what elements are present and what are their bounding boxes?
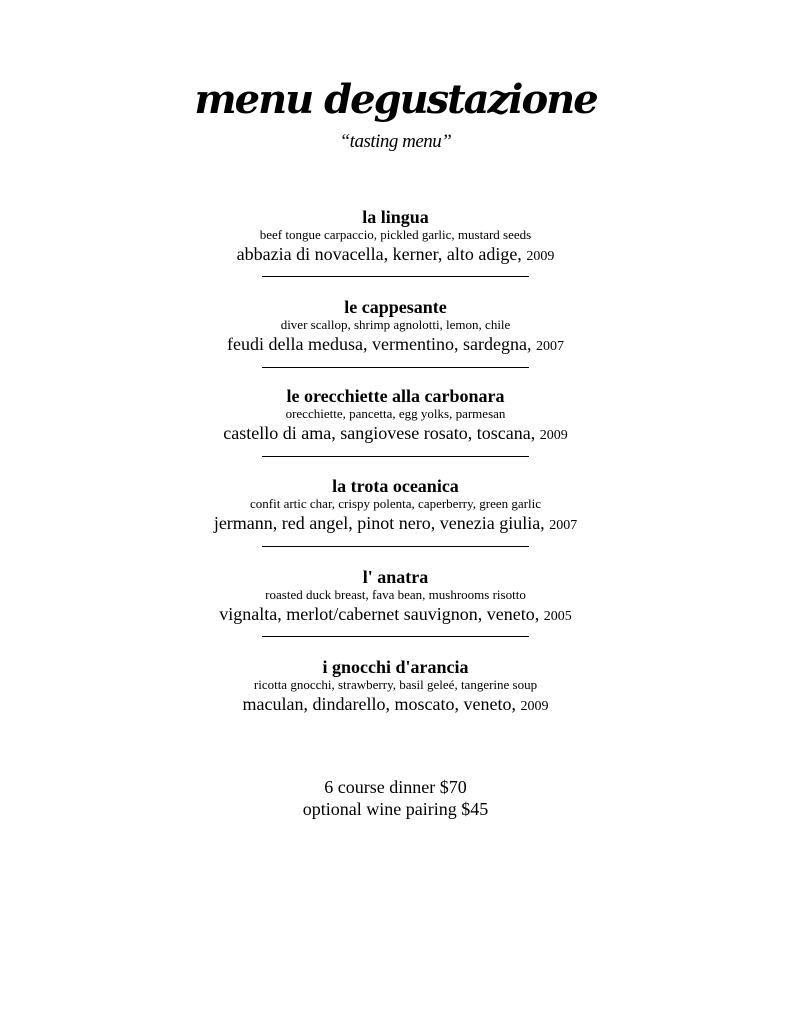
course-description: ricotta gnocchi, strawberry, basil geleé, tangerine soup — [253, 677, 538, 692]
course-description: confit artic char, crispy polenta, caperberry, green garlic — [250, 496, 541, 511]
course-name: le orecchiette alla carbonara — [286, 386, 505, 406]
course-name: i gnocchi d'arancia — [322, 657, 469, 677]
wine-vintage: 2007 — [535, 339, 564, 354]
course-wine-pairing — [0, 333, 791, 355]
course-description: orecchiette, pancetta, egg yolks, parmesan — [285, 406, 506, 421]
wine-name: abbazia di novacella, kerner, alto adige, — [236, 244, 522, 264]
course-wine-pairing — [0, 243, 791, 265]
course-description: roasted duck breast, fava bean, mushrooms risotto — [265, 587, 526, 602]
course-le-orecchiette — [0, 386, 791, 444]
course-divider — [262, 636, 529, 637]
wine-pairing-price: optional wine pairing $45 — [302, 799, 489, 819]
course-name: la trota oceanica — [332, 476, 459, 496]
course-le-cappesante — [0, 297, 791, 355]
dinner-price: 6 course dinner $70 — [324, 777, 467, 797]
course-wine-pairing — [0, 512, 791, 534]
course-divider — [262, 367, 529, 368]
course-description: beef tongue carpaccio, pickled garlic, mustard seeds — [259, 227, 532, 242]
course-l-anatra — [0, 567, 791, 625]
course-name: le cappesante — [344, 297, 447, 317]
menu-subtitle: “tasting menu” — [339, 131, 452, 152]
course-wine-pairing — [0, 603, 791, 625]
menu-title: menu degustazione — [194, 76, 597, 123]
course-name: l' anatra — [362, 567, 429, 587]
course-la-lingua — [0, 207, 791, 265]
wine-name: maculan, dindarello, moscato, veneto, — [242, 694, 516, 714]
course-la-trota-oceanica — [0, 476, 791, 534]
course-name: la lingua — [362, 207, 429, 227]
course-i-gnocchi-darancia — [0, 657, 791, 715]
wine-vintage: 2009 — [526, 249, 555, 264]
course-divider — [262, 276, 529, 277]
wine-vintage: 2009 — [520, 699, 549, 714]
course-wine-pairing — [0, 422, 791, 444]
wine-vintage: 2005 — [543, 609, 572, 624]
course-wine-pairing — [0, 693, 791, 715]
wine-name: vignalta, merlot/cabernet sauvignon, veneto, — [219, 604, 540, 624]
course-divider — [262, 456, 529, 457]
course-divider — [262, 546, 529, 547]
wine-vintage: 2009 — [539, 428, 568, 443]
wine-name: jermann, red angel, pinot nero, venezia giulia, — [213, 513, 545, 533]
course-description: diver scallop, shrimp agnolotti, lemon, chile — [280, 317, 511, 332]
wine-vintage: 2007 — [549, 518, 578, 533]
wine-name: feudi della medusa, vermentino, sardegna, — [227, 334, 532, 354]
wine-name: castello di ama, sangiovese rosato, toscana, — [223, 423, 536, 443]
